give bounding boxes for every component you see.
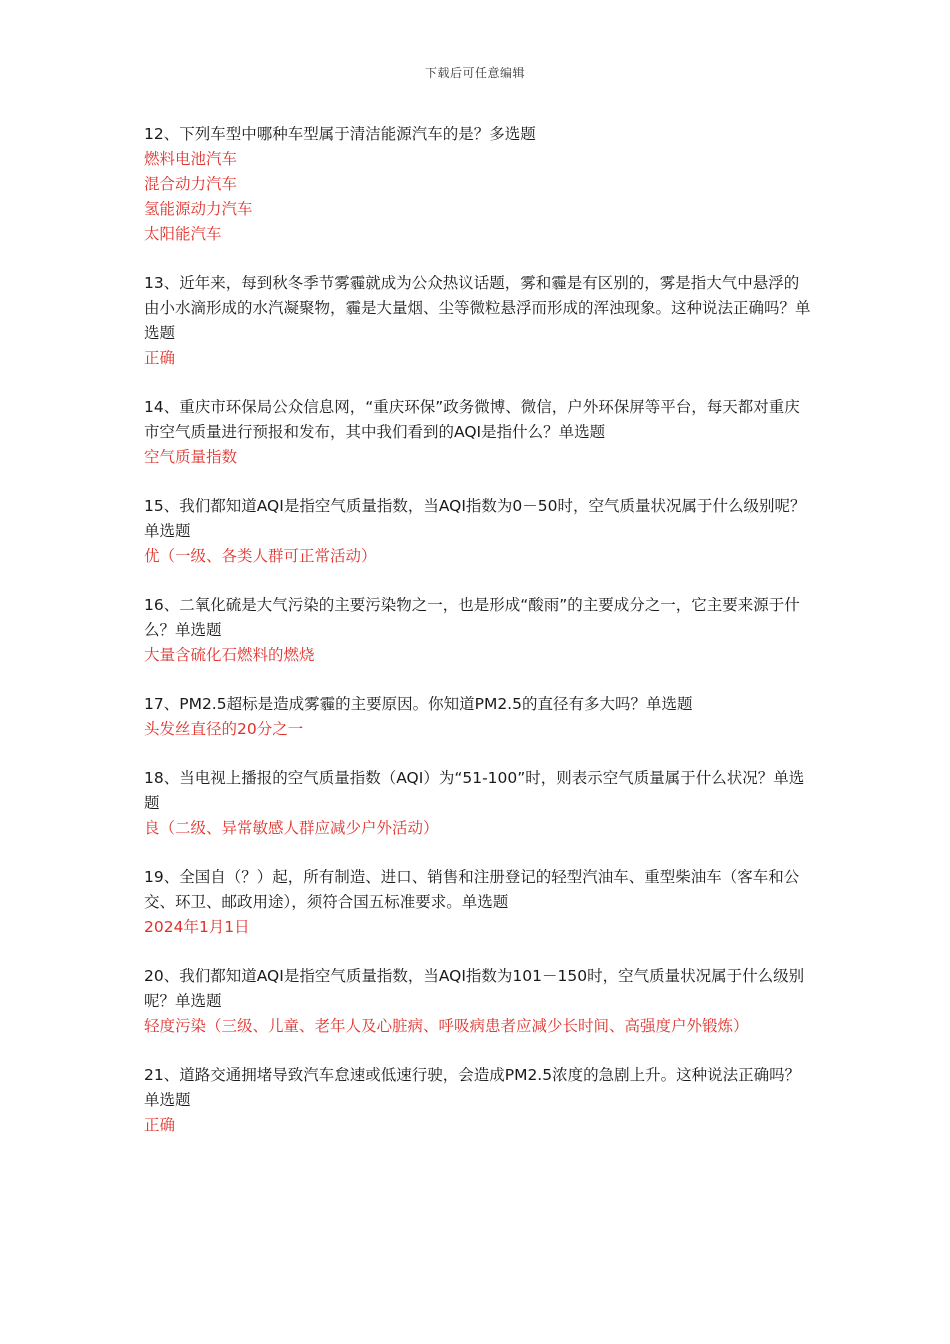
answer-option: 优（一级、各类人群可正常活动）: [144, 547, 377, 565]
question-text: 12、下列车型中哪种车型属于清洁能源汽车的是？多选题: [144, 125, 536, 143]
answer-option: 正确: [144, 1116, 176, 1134]
question-text: 17、PM2.5超标是造成雾霾的主要原因。你知道PM2.5的直径有多大吗？单选题: [144, 695, 693, 713]
question-text: 19、全国自（？）起，所有制造、进口、销售和注册登记的轻型汽油车、重型柴油车（客车和公交、环卫、邮政用途），须符合国五标准要求。单选题: [144, 868, 800, 911]
answer-option: 太阳能汽车: [144, 225, 222, 243]
question-text: 13、近年来，每到秋冬季节雾霾就成为公众热议话题，雾和霾是有区别的，雾是指大气中悬浮的由小水滴形成的水汽凝聚物，霾是大量烟、尘等微粒悬浮而形成的浑浊现象。这种说法正确吗？单选题: [144, 274, 811, 342]
question-16: [144, 593, 814, 668]
question-text: 20、我们都知道AQI是指空气质量指数，当AQI指数为101－150时，空气质量状况属于什么级别呢？单选题: [144, 967, 805, 1010]
document-body: [144, 122, 814, 1162]
answer-option: 轻度污染（三级、儿童、老年人及心脏病、呼吸病患者应减少长时间、高强度户外锻炼）: [144, 1017, 749, 1035]
question-15: [144, 494, 814, 569]
question-text: 14、重庆市环保局公众信息网，“重庆环保”政务微博、微信，户外环保屏等平台，每天都对重庆市空气质量进行预报和发布，其中我们看到的AQI是指什么？单选题: [144, 398, 800, 441]
answer-option: 大量含硫化石燃料的燃烧: [144, 646, 315, 664]
page-header: 下载后可任意编辑: [424, 66, 525, 80]
question-17: [144, 692, 814, 742]
answer-option: 正确: [144, 349, 176, 367]
question-19: [144, 865, 814, 940]
answer-option: 氢能源动力汽车: [144, 200, 253, 218]
question-12: [144, 122, 814, 247]
question-21: [144, 1063, 814, 1138]
question-20: [144, 964, 814, 1039]
question-text: 21、道路交通拥堵导致汽车怠速或低速行驶，会造成PM2.5浓度的急剧上升。这种说法正确吗？单选题: [144, 1066, 801, 1109]
question-18: [144, 766, 814, 841]
question-text: 15、我们都知道AQI是指空气质量指数，当AQI指数为0－50时，空气质量状况属于什么级别呢？单选题: [144, 497, 806, 540]
question-14: [144, 395, 814, 470]
question-text: 18、当电视上播报的空气质量指数（AQI）为“51-100”时，则表示空气质量属于什么状况？单选题: [144, 769, 805, 812]
answer-option: 2024年1月1日: [144, 918, 250, 936]
answer-option: 空气质量指数: [144, 448, 238, 466]
answer-option: 燃料电池汽车: [144, 150, 238, 168]
answer-option: 混合动力汽车: [144, 175, 238, 193]
question-text: 16、二氧化硫是大气污染的主要污染物之一，也是形成“酸雨”的主要成分之一，它主要来源于什么？单选题: [144, 596, 800, 639]
answer-option: 良（二级、异常敏感人群应减少户外活动）: [144, 819, 439, 837]
question-13: [144, 271, 814, 371]
answer-option: 头发丝直径的20分之一: [144, 720, 304, 738]
